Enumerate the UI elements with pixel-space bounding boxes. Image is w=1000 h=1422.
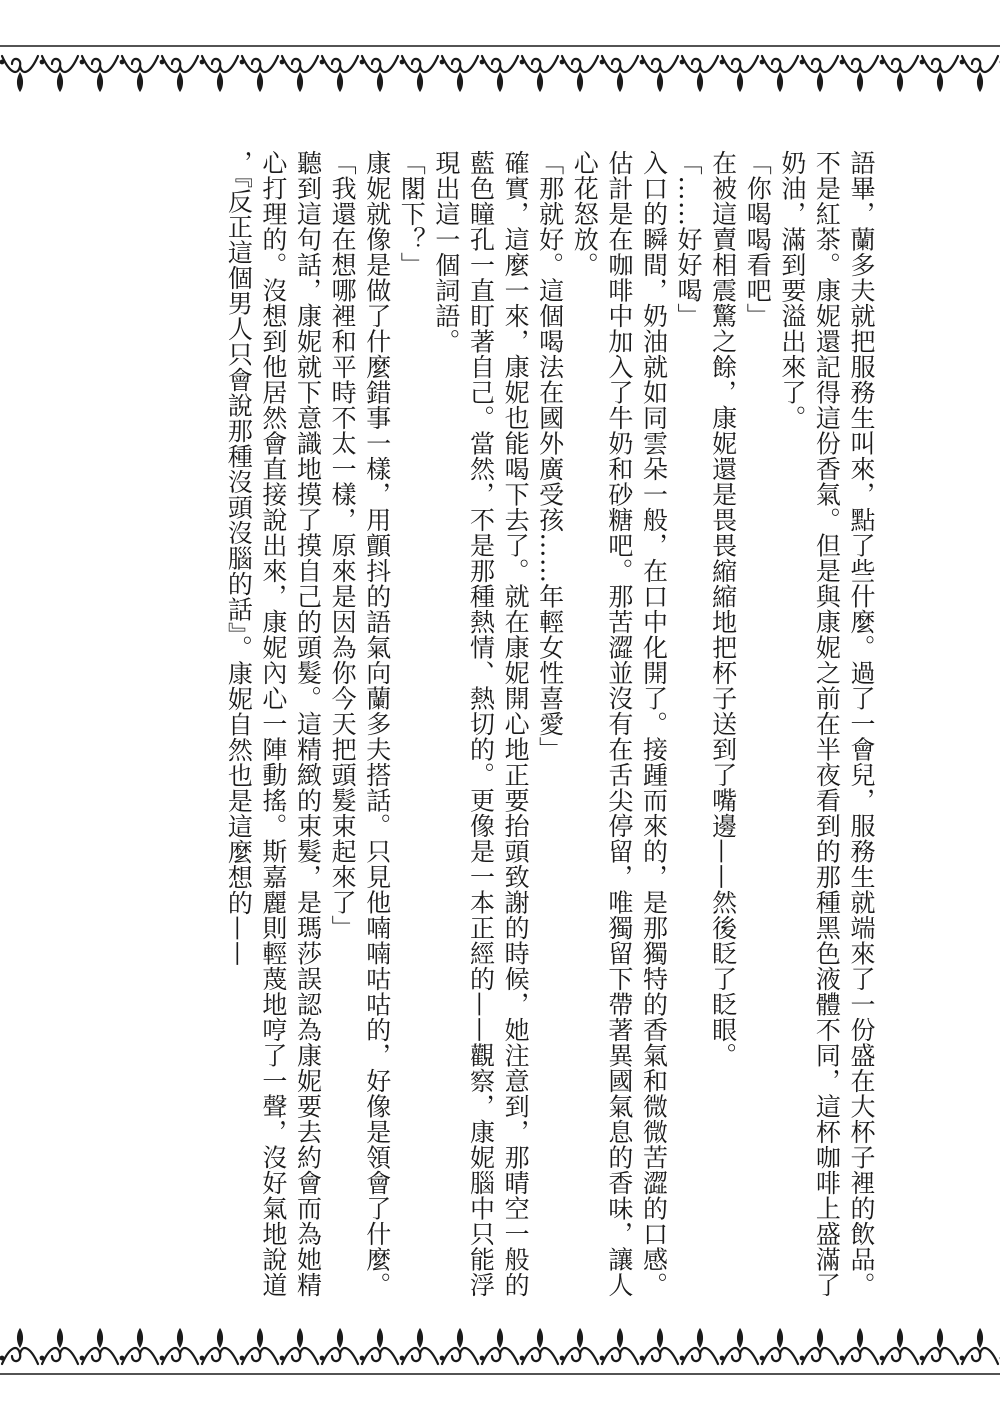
dot-ornament-icon: [240, 60, 245, 65]
dialogue-line: 「我還在想哪裡和平時不太一樣，原來是因為你今天把頭髮束起來了」: [328, 150, 358, 941]
scroll-ornament-icon: [242, 1348, 278, 1364]
dot-ornament-icon: [640, 60, 645, 65]
drop-ornament-icon: [977, 72, 983, 92]
scroll-ornament-icon: [962, 1348, 998, 1364]
scroll-ornament-icon: [602, 1348, 638, 1364]
dot-ornament-icon: [360, 1356, 365, 1361]
scroll-ornament-icon: [962, 56, 998, 72]
scroll-ornament-icon: [922, 1348, 958, 1364]
drop-ornament-icon: [97, 1328, 103, 1348]
scroll-ornament-icon: [282, 1348, 318, 1364]
paragraph: 聽到這句話，康妮就下意識地摸了摸自己的頭髮。這精緻的束髮，是瑪莎誤認為康妮要去約會而為她精心打理的。沒想到他居然會直接說出來，康妮內心一陣動搖。斯嘉麗則輕蔑地哼了一聲，沒好氣地說道，『反正這個男人只會說那種沒頭沒腦的話』。康妮自然也是這麼想的——: [224, 150, 323, 1298]
drop-ornament-icon: [377, 72, 383, 92]
dot-ornament-icon: [880, 1356, 885, 1361]
drop-ornament-icon: [337, 1328, 343, 1348]
dot-ornament-icon: [440, 60, 445, 65]
drop-ornament-icon: [417, 72, 423, 92]
drop-ornament-icon: [257, 1328, 263, 1348]
scroll-ornament-icon: [682, 1348, 718, 1364]
scroll-ornament-icon: [842, 56, 878, 72]
scroll-ornament-icon: [562, 56, 598, 72]
scroll-ornament-icon: [202, 56, 238, 72]
dot-ornament-icon: [840, 60, 845, 65]
dot-ornament-icon: [840, 1356, 845, 1361]
dot-ornament-icon: [520, 1356, 525, 1361]
vertical-text-body: [138, 150, 878, 1310]
scroll-ornament-icon: [762, 1348, 798, 1364]
drop-ornament-icon: [737, 72, 743, 92]
dot-ornament-icon: [480, 60, 485, 65]
drop-ornament-icon: [937, 72, 943, 92]
dot-ornament-icon: [800, 1356, 805, 1361]
scroll-ornament-icon: [842, 1348, 878, 1364]
drop-ornament-icon: [137, 1328, 143, 1348]
scroll-ornament-icon: [82, 1348, 118, 1364]
dot-ornament-icon: [600, 1356, 605, 1361]
scroll-ornament-icon: [642, 56, 678, 72]
dot-ornament-icon: [640, 1356, 645, 1361]
scroll-ornament-icon: [682, 56, 718, 72]
drop-ornament-icon: [177, 1328, 183, 1348]
scroll-ornament-icon: [82, 56, 118, 72]
dot-ornament-icon: [800, 60, 805, 65]
dialogue-line: 「閣下？」: [397, 150, 427, 278]
dot-ornament-icon: [560, 1356, 565, 1361]
dot-ornament-icon: [600, 60, 605, 65]
scroll-ornament-icon: [562, 1348, 598, 1364]
dot-ornament-icon: [160, 1356, 165, 1361]
dot-ornament-icon: [280, 60, 285, 65]
drop-ornament-icon: [177, 72, 183, 92]
paragraph: 入口的瞬間，奶油就如同雲朵一般，在口中化開了。接踵而來的，是那獨特的香氣和微微苦澀的口感。估計是在咖啡中加入了牛奶和砂糖吧。那苦澀並沒有在舌尖停留，唯獨留下帶著異國氣息的香味，讓人心花怒放。: [570, 150, 669, 1298]
scroll-ornament-icon: [802, 1348, 838, 1364]
drop-ornament-icon: [977, 1328, 983, 1348]
scroll-ornament-icon: [482, 56, 518, 72]
scroll-ornament-icon: [442, 1348, 478, 1364]
drop-ornament-icon: [57, 1328, 63, 1348]
scroll-ornament-icon: [2, 56, 38, 72]
drop-ornament-icon: [57, 72, 63, 92]
drop-ornament-icon: [217, 1328, 223, 1348]
dot-ornament-icon: [400, 1356, 405, 1361]
dot-ornament-icon: [760, 1356, 765, 1361]
scroll-ornament-icon: [882, 1348, 918, 1364]
dot-ornament-icon: [720, 1356, 725, 1361]
drop-ornament-icon: [697, 72, 703, 92]
drop-ornament-icon: [17, 1328, 23, 1348]
dot-ornament-icon: [880, 60, 885, 65]
dialogue-line: 「……好好喝」: [674, 150, 704, 329]
dot-ornament-icon: [760, 60, 765, 65]
drop-ornament-icon: [297, 1328, 303, 1348]
drop-ornament-icon: [577, 72, 583, 92]
drop-ornament-icon: [617, 72, 623, 92]
paragraph: 在被這賣相震驚之餘，康妮還是畏畏縮縮地把杯子送到了嘴邊——然後眨了眨眼。: [708, 150, 738, 1068]
drop-ornament-icon: [297, 72, 303, 92]
scroll-ornament-icon: [882, 56, 918, 72]
drop-ornament-icon: [617, 1328, 623, 1348]
bottom-ornamental-border: [0, 1318, 1000, 1378]
scroll-ornament-icon: [802, 56, 838, 72]
dot-ornament-icon: [240, 1356, 245, 1361]
dot-ornament-icon: [680, 60, 685, 65]
scroll-ornament-icon: [322, 1348, 358, 1364]
drop-ornament-icon: [217, 72, 223, 92]
drop-ornament-icon: [857, 72, 863, 92]
scroll-ornament-icon: [402, 1348, 438, 1364]
top-ornamental-border: [0, 42, 1000, 102]
scroll-ornament-icon: [162, 1348, 198, 1364]
scroll-ornament-icon: [922, 56, 958, 72]
drop-ornament-icon: [777, 72, 783, 92]
dot-ornament-icon: [280, 1356, 285, 1361]
scroll-ornament-icon: [122, 56, 158, 72]
drop-ornament-icon: [17, 72, 23, 92]
drop-ornament-icon: [897, 1328, 903, 1348]
dot-ornament-icon: [960, 1356, 965, 1361]
drop-ornament-icon: [697, 1328, 703, 1348]
dot-ornament-icon: [40, 60, 45, 65]
drop-ornament-icon: [657, 1328, 663, 1348]
dialogue-line: 「那就好。這個喝法在國外廣受孩……年輕女性喜愛」: [535, 150, 565, 762]
drop-ornament-icon: [817, 1328, 823, 1348]
dot-ornament-icon: [520, 60, 525, 65]
dot-ornament-icon: [560, 60, 565, 65]
scroll-ornament-icon: [362, 56, 398, 72]
dot-ornament-icon: [200, 1356, 205, 1361]
drop-ornament-icon: [897, 72, 903, 92]
paragraph: 確實，這麼一來，康妮也能喝下去了。就在康妮開心地正要抬頭致謝的時候，她注意到，那晴空一般的藍色瞳孔一直盯著自己。當然，不是那種熱情、熱切的。更像是一本正經的——觀察，康妮腦中只能浮現出這一個詞語。: [431, 150, 531, 1298]
scroll-ornament-icon: [282, 56, 318, 72]
scroll-ornament-icon: [522, 1348, 558, 1364]
dot-ornament-icon: [40, 1356, 45, 1361]
drop-ornament-icon: [737, 1328, 743, 1348]
scroll-ornament-icon: [482, 1348, 518, 1364]
scroll-ornament-icon: [362, 1348, 398, 1364]
scroll-ornament-icon: [2, 1348, 38, 1364]
drop-ornament-icon: [457, 1328, 463, 1348]
scroll-ornament-icon: [122, 1348, 158, 1364]
drop-ornament-icon: [337, 72, 343, 92]
scroll-ornament-icon: [202, 1348, 238, 1364]
dot-ornament-icon: [960, 60, 965, 65]
drop-ornament-icon: [377, 1328, 383, 1348]
drop-ornament-icon: [417, 1328, 423, 1348]
dot-ornament-icon: [320, 1356, 325, 1361]
dot-ornament-icon: [200, 60, 205, 65]
scroll-ornament-icon: [242, 56, 278, 72]
dot-ornament-icon: [360, 60, 365, 65]
dot-ornament-icon: [80, 60, 85, 65]
dot-ornament-icon: [480, 1356, 485, 1361]
scroll-ornament-icon: [42, 1348, 78, 1364]
drop-ornament-icon: [537, 72, 543, 92]
drop-ornament-icon: [537, 1328, 543, 1348]
scroll-ornament-icon: [642, 1348, 678, 1364]
scroll-ornament-icon: [762, 56, 798, 72]
drop-ornament-icon: [577, 1328, 583, 1348]
drop-ornament-icon: [137, 72, 143, 92]
scroll-ornament-icon: [602, 56, 638, 72]
scroll-ornament-icon: [402, 56, 438, 72]
drop-ornament-icon: [777, 1328, 783, 1348]
scroll-ornament-icon: [442, 56, 478, 72]
dot-ornament-icon: [120, 1356, 125, 1361]
drop-ornament-icon: [457, 72, 463, 92]
dot-ornament-icon: [120, 60, 125, 65]
scroll-ornament-icon: [42, 56, 78, 72]
scroll-ornament-icon: [322, 56, 358, 72]
dot-ornament-icon: [320, 60, 325, 65]
paragraph: 語畢，蘭多夫就把服務生叫來，點了些什麼。過了一會兒，服務生就端來了一份盛在大杯子裡的飲品。不是紅茶。康妮還記得這份香氣。但是與康妮之前在半夜看到的那種黑色液體不同，這杯咖啡上盛滿了奶油，滿到要溢出來了。: [777, 150, 876, 1298]
dialogue-line: 「你喝喝看吧」: [743, 150, 773, 329]
drop-ornament-icon: [657, 72, 663, 92]
dot-ornament-icon: [920, 1356, 925, 1361]
scroll-ornament-icon: [522, 56, 558, 72]
drop-ornament-icon: [857, 1328, 863, 1348]
drop-ornament-icon: [817, 72, 823, 92]
dot-ornament-icon: [400, 60, 405, 65]
dot-ornament-icon: [160, 60, 165, 65]
drop-ornament-icon: [937, 1328, 943, 1348]
scroll-ornament-icon: [162, 56, 198, 72]
dot-ornament-icon: [440, 1356, 445, 1361]
dot-ornament-icon: [720, 60, 725, 65]
scroll-ornament-icon: [722, 1348, 758, 1364]
dot-ornament-icon: [680, 1356, 685, 1361]
drop-ornament-icon: [497, 1328, 503, 1348]
drop-ornament-icon: [257, 72, 263, 92]
dot-ornament-icon: [80, 1356, 85, 1361]
paragraph: 康妮就像是做了什麼錯事一樣，用顫抖的語氣向蘭多夫搭話。只見他喃喃咕咕的，好像是領會了什麼。: [362, 150, 392, 1298]
drop-ornament-icon: [97, 72, 103, 92]
scroll-ornament-icon: [722, 56, 758, 72]
drop-ornament-icon: [497, 72, 503, 92]
dot-ornament-icon: [920, 60, 925, 65]
